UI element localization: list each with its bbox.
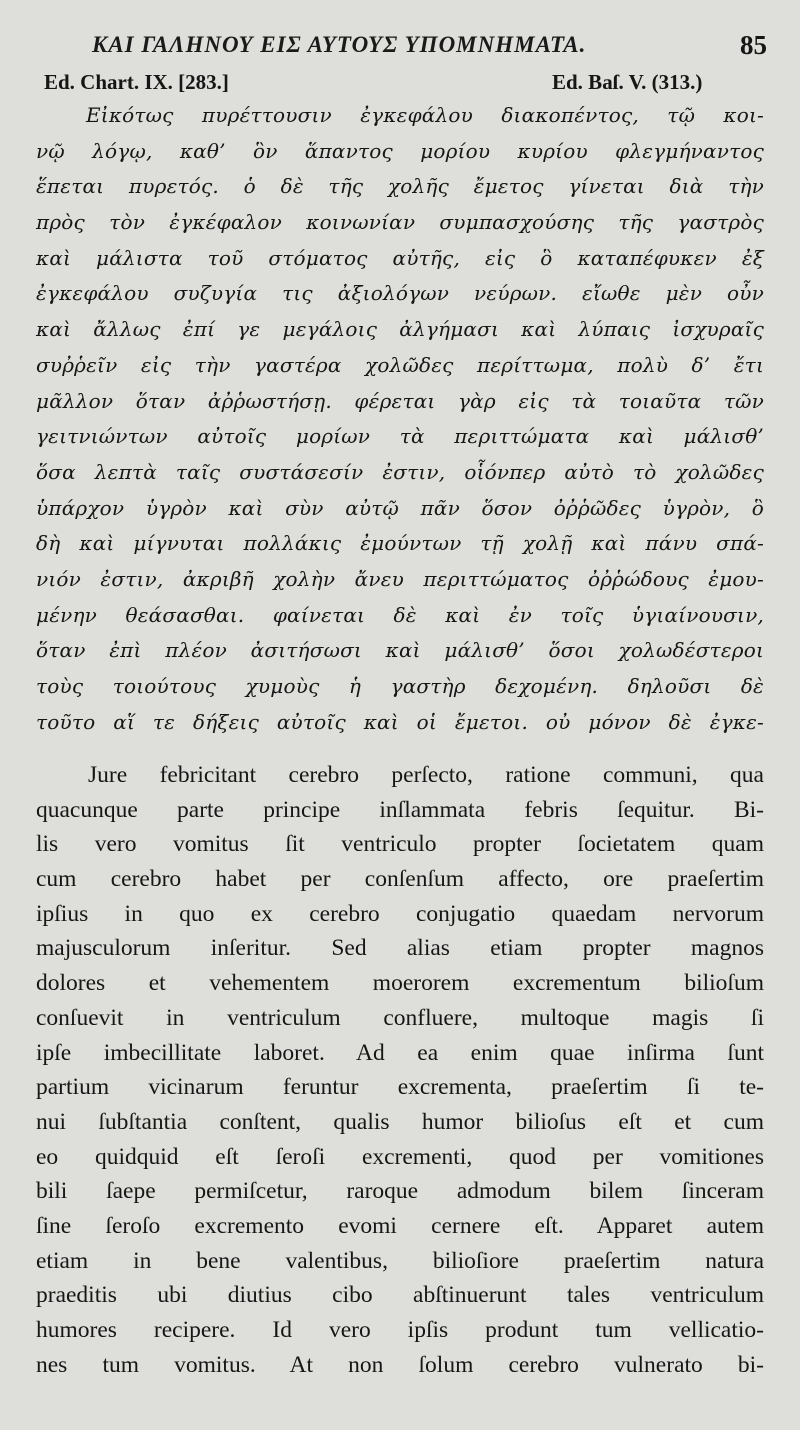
greek-text-line: νιόν ἐστιν, ἀκριβῆ χολὴν ἄνευ περιττώματος ὀῤῥώδους ἐμου-: [36, 566, 764, 591]
greek-text-line: γειτνιώντων αὐτοῖς μορίων τὰ περιττώματα καὶ μάλισθ’: [36, 424, 764, 449]
latin-text-line: conſuevit in ventriculum confluere, multoque magis ſi: [36, 1004, 764, 1031]
latin-text-line: dolores et vehementem moerorem excrementum bilioſum: [36, 970, 764, 997]
edition-reference-chartier: Ed. Chart. IX. [283.]: [44, 70, 229, 94]
latin-text-line: cum cerebro habet per conſenſum affecto, ore praeſertim: [36, 866, 764, 893]
latin-text-line: lis vero vomitus ſit ventriculo propter ſocietatem quam: [36, 831, 764, 858]
greek-text-line: ἕπεται πυρετός. ὁ δὲ τῆς χολῆς ἔμετος γίνεται διὰ τὴν: [36, 174, 764, 199]
greek-text-line: μένην θεάσασθαι. φαίνεται δὲ καὶ ἐν τοῖς ὑγιαίνουσιν,: [36, 602, 764, 627]
latin-text-line: Jure febricitant cerebro perſecto, ratione communi, qua: [88, 762, 764, 788]
latin-text-line: partium vicinarum feruntur excrementa, praeſertim ſi te-: [36, 1074, 764, 1101]
page-number: 85: [740, 30, 767, 60]
greek-text-line: δὴ καὶ μίγνυται πολλάκις ἐμούντων τῇ χολῇ καὶ πάνυ σπά-: [36, 531, 764, 556]
latin-text-line: eo quidquid eſt ſeroſi excrementi, quod per vomitiones: [36, 1143, 764, 1170]
latin-text-block: [36, 758, 764, 1382]
latin-text-line: quacunque parte principe inſlammata febris ſequitur. Bi-: [36, 796, 764, 823]
latin-text-line: majusculorum inſeritur. Sed alias etiam propter magnos: [36, 935, 764, 962]
latin-text-line: ſine ſeroſo excremento evomi cernere eſt. Apparet autem: [36, 1212, 764, 1239]
greek-text-line: ὅσα λεπτὰ ταῖς συστάσεσίν ἐστιν, οἷόνπερ αὐτὸ τὸ χολῶδες: [36, 459, 764, 484]
greek-text-line: ὑπάρχον ὑγρὸν καὶ σὺν αὐτῷ πᾶν ὅσον ὀῤῥῶδες ὑγρὸν, ὃ: [36, 495, 764, 520]
greek-text-line: καὶ μάλιστα τοῦ στόματος αὐτῆς, εἰς ὃ καταπέφυκεν ἐξ: [36, 245, 764, 270]
greek-text-line: Εἰκότως πυρέττουσιν ἐγκεφάλου διακοπέντος, τῷ κοι-: [86, 103, 764, 127]
latin-text-line: bili ſaepe permiſcetur, raroque admodum bilem ſinceram: [36, 1178, 764, 1205]
latin-text-line: praeditis ubi diutius cibo abſtinuerunt tales ventriculum: [36, 1282, 764, 1309]
running-title: ΚΑΙ ΓΑΛΗΝΟΥ ΕΙΣ ΑΥΤΟΥΣ ΥΠΟΜΝΗΜΑΤΑ.: [92, 32, 587, 57]
greek-text-line: ἐγκεφάλου συζυγία τις ἀξιολόγων νεύρων. εἴωθε μὲν οὖν: [36, 281, 764, 306]
greek-text-line: τοὺς τοιούτους χυμοὺς ἡ γαστὴρ δεχομένη. δηλοῦσι δὲ: [36, 674, 764, 698]
latin-text-line: ipſius in quo ex cerebro conjugatio quaedam nervorum: [36, 900, 764, 927]
greek-text-line: τοῦτο αἵ τε δήξεις αὐτοῖς καὶ οἱ ἔμετοι. οὐ μόνον δὲ ἐγκε-: [36, 709, 764, 734]
latin-text-line: humores recipere. Id vero ipſis produnt tum vellicatio-: [36, 1317, 764, 1343]
greek-text-block: [36, 98, 764, 740]
greek-text-line: ὅταν ἐπὶ πλέον ἀσιτήσωσι καὶ μάλισθ’ ὅσοι χολωδέστεροι: [36, 638, 764, 663]
greek-text-line: συῤῥεῖν εἰς τὴν γαστέρα χολῶδες περίττωμα, πολὺ δ’ ἔτι: [36, 352, 764, 377]
latin-text-line: nui ſubſtantia conſtent, qualis humor bilioſus eſt et cum: [36, 1108, 764, 1135]
running-head: [0, 28, 800, 68]
edition-reference-line: [0, 70, 800, 100]
latin-text-line: etiam in bene valentibus, bilioſiore praeſertim natura: [36, 1247, 764, 1274]
greek-text-line: πρὸς τὸν ἐγκέφαλον κοινωνίαν συμπασχούσης τῆς γαστρὸς: [36, 210, 764, 235]
edition-reference-basel: Ed. Baſ. V. (313.): [552, 70, 703, 94]
greek-text-line: νῷ λόγῳ, καθ’ ὃν ἅπαντος μορίου κυρίου φλεγμήναντος: [36, 138, 764, 163]
greek-text-line: καὶ ἄλλως ἐπί γε μεγάλοις ἀλγήμασι καὶ λύπαις ἰσχυραῖς: [36, 317, 764, 342]
latin-text-line: nes tum vomitus. At non ſolum cerebro vulnerato bi-: [36, 1351, 764, 1378]
greek-text-line: μᾶλλον ὅταν ἀῤῥωστήσῃ. φέρεται γὰρ εἰς τὰ τοιαῦτα τῶν: [36, 388, 764, 413]
latin-text-line: ipſe imbecillitate laboret. Ad ea enim quae inſirma ſunt: [36, 1039, 764, 1066]
